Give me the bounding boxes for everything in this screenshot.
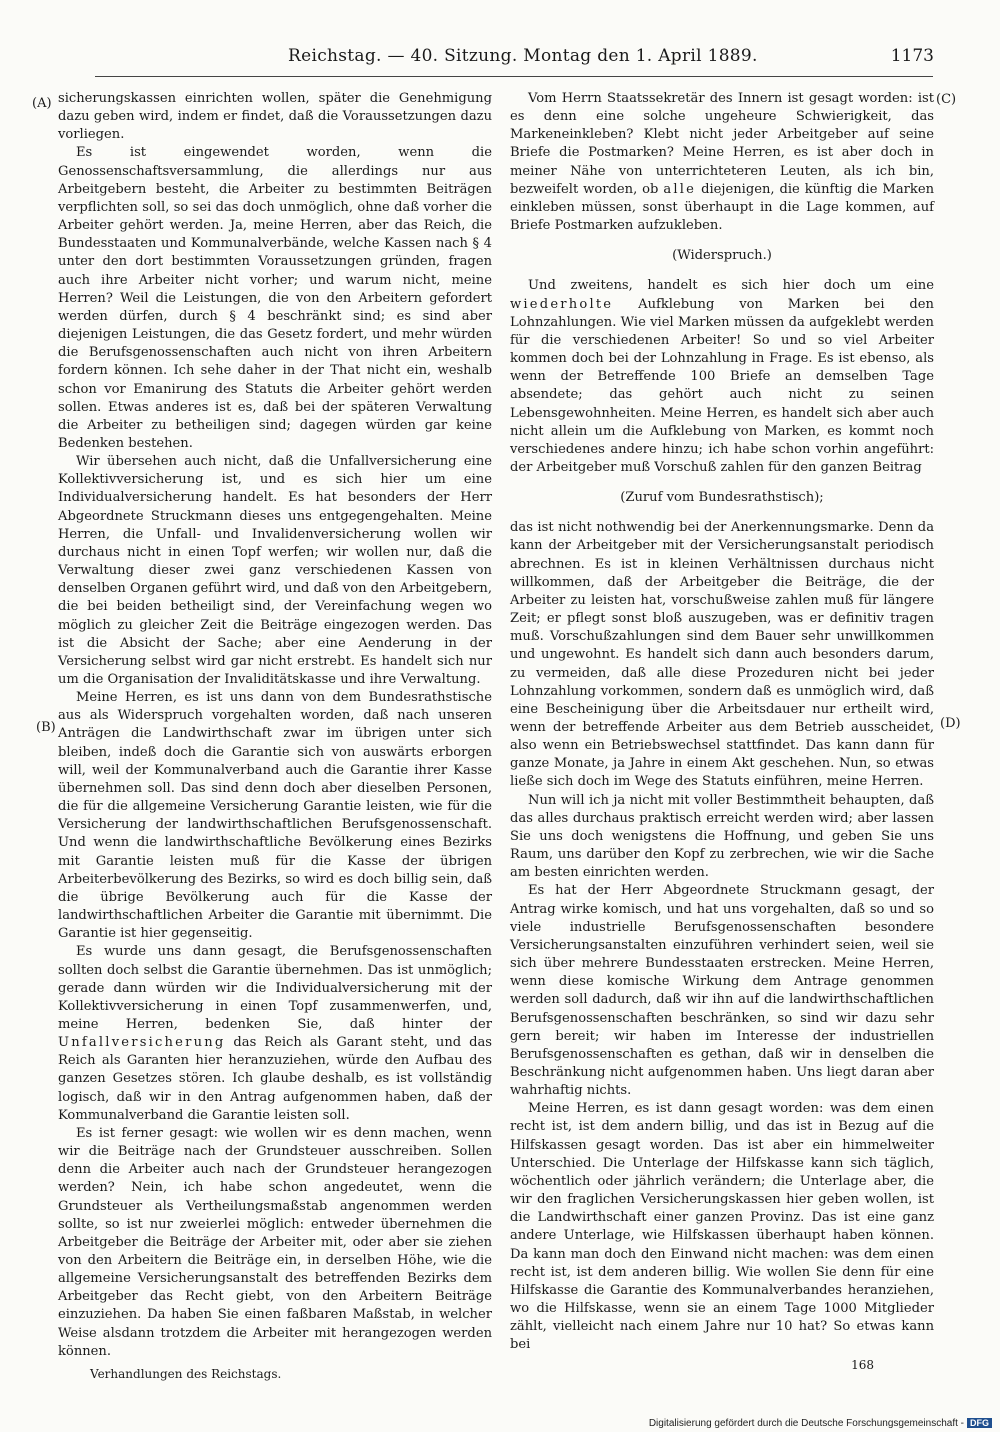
dfg-logo: DFG <box>967 1418 992 1428</box>
right-paragraph-1 <box>510 90 934 235</box>
footer-source: Verhandlungen des Reichstags. <box>90 1366 282 1381</box>
right-paragraph-2 <box>510 277 934 477</box>
left-paragraph-6: Es ist ferner gesagt: wie wollen wir es denn machen, wenn wir die Beiträge nach der Grundsteuer ausschreiben. Sollen denn die Arbeiter auch nach der Grundsteuer herangezogen werden? Nein, ich habe schon angedeutet, wenn die Grundsteuer als Vertheilungsmaßstab angenommen werden sollte, so ist nur zweierlei möglich: entweder übernehmen die Arbeitgeber die Beiträge der Arbeiter mit, oder aber sie ziehen von den Arbeitern die Beiträge ein, in derselben Höhe, wie die allgemeine Versicherungsanstalt des betreffenden Bezirks dem Arbeitgeber das Recht giebt, von den Arbeitern Beiträge einzuziehen. Da haben Sie einen faßbaren Maßstab, in welcher Weise alsdann trotzdem die Arbeiter mit herangezogen werden können. <box>58 1125 492 1359</box>
header-title: Reichstag. — 40. Sitzung. Montag den 1. April 1889. <box>288 46 758 66</box>
left-paragraph-5 <box>58 943 492 1125</box>
left-paragraph-1: sicherungskassen einrichten wollen, später die Genehmigung dazu geben wird, indem er findet, daß die Voraussetzungen dazu vorliegen. <box>58 91 492 143</box>
left-paragraph-2: Es ist eingewendet worden, wenn die Genossenschaftsversammlung, die allerdings nur aus Arbeitgebern besteht, die Arbeiter zu bestimmten Beiträgen verpflichten soll, so sei das doch unmöglich, ohne daß vorher die Arbeiter gehört werden. Ja, meine Herren, aber das Reich, die Bundesstaaten und Kommunalverbände, welche Kassen nach § 4 unter den dort bestimmten Voraussetzungen gründen, fragen auch ihre Arbeiter nicht vorher; und warum nicht, meine Herren? Weil die Leistungen, die von den Arbeitern gefordert werden dürfen, durch § 4 beschränkt sind; es sind aber diejenigen Leistungen, die das Gesetz fordert, und mehr würden die Berufsgenossenschaften auch nicht von ihren Arbeitern fordern können. Ich sehe daher in der That nicht ein, weshalb schon vor Emanirung des Statuts die Arbeiter gehört werden sollen. Etwas anderes ist es, daß bei der späteren Verwaltung die Arbeiter zu betheiligen sind; dagegen würden gar keine Bedenken bestehen. <box>58 145 492 451</box>
right-paragraph-1-rest: diejenigen, die künftig die Marken einkleben müssen, sonst überhaupt in die Lage kommen, auf Briefe Postmarken aufzukleben. <box>510 181 935 234</box>
header-rule <box>95 76 933 77</box>
margin-marker-c: (C) <box>936 92 957 107</box>
interjection-zuruf: (Zuruf vom Bundesrathstisch); <box>620 490 824 506</box>
left-paragraph-5-rest: das Reich als Garant steht, und das Reich als Garanten hier heranzuziehen, würde den Aufbau des ganzen Gesetzes stören. Ich glaube deshalb, es ist vollständig logisch, daß wir in den Antrag aufgenommen haben, daß der Kommunalverband die Garantie leisten soll. <box>58 1035 492 1123</box>
right-paragraph-2-text: Und zweitens, handelt es sich hier doch um eine <box>528 278 934 294</box>
margin-marker-d: (D) <box>940 716 961 731</box>
right-paragraph-1-text: Vom Herrn Staatssekretär des Innern ist gesagt worden: ist es denn eine solche ungeheure Schwierigkeit, das Markeneinkleben? Klebt nicht jeder Arbeitgeber auf seine Briefe die Postmarken? Meine Herren, es ist aber doch in meiner Nähe von unterrichteteren Leuten, als ich bin, bezweifelt worden, ob <box>510 91 934 197</box>
sheet-number: 168 <box>851 1358 874 1373</box>
left-paragraph-5-text: Es wurde uns dann gesagt, die Berufsgenossenschaften sollten doch selbst die Garantie übernehmen. Das ist unmöglich; gerade dann würden wir die Individualversicherung mit der Kollektivversicherung in einen Topf zusammenwerfen, und, meine Herren, bedenken Sie, daß hinter der <box>58 944 492 1032</box>
margin-marker-a: (A) <box>32 96 52 111</box>
interjection-widerspruch: (Widerspruch.) <box>672 248 772 264</box>
left-paragraph-4: Meine Herren, es ist uns dann von dem Bundesrathstische aus als Widerspruch vorgehalten worden, daß nach unseren Anträgen die Landwirthschaft zwar im übrigen unter sich bleiben, indeß doch die Garantie sich von auswärts erborgen will, weil der Kommunalverband auch die Garantie ihrer Kasse übernehmen soll. Das sind denn doch aber dieselben Personen, die für die allgemeine Versicherung Garantie leisten, wie für die Versicherung der landwirthschaftlichen Berufsgenossenschaft. Und wenn die landwirthschaftliche Bevölkerung eines Bezirks mit Garantie leisten muß für die Kasse der übrigen Arbeiterbevölkerung des Bezirks, so wird es doch billig sein, daß die übrige Bevölkerung auch für die Kasse der landwirthschaftlichen Arbeiter die Garantie mit übernimmt. Die Garantie ist hier gegenseitig. <box>58 690 492 942</box>
spaced-emphasis: wiederholte <box>510 296 614 312</box>
margin-marker-b: (B) <box>36 720 56 735</box>
right-paragraph-6: Meine Herren, es ist dann gesagt worden: was dem einen recht ist, ist dem andern billig, und das ist in Bezug auf die Hilfskassen gesagt worden. Das ist aber ein himmelweiter Unterschied. Die Unterlage der Hilfskasse kann sich täglich, wöchentlich oder jährlich verändern; die Unterlage aber, die wir den fraglichen Versicherungskassen hier geben wollen, ist die Landwirthschaft einer ganzen Provinz. Das ist eine ganz andere Unterlage, wie Hilfskassen überhaupt haben können. Da kann man doch den Einwand nicht machen: was dem einen recht ist, ist dem anderen billig. Wie wollen Sie denn für eine Hilfskasse die Garantie des Kommunalverbandes heranziehen, wo die Hilfskasse, wenn sie an einem Tage 1000 Mitglieder zählt, vielleicht nach einem Jahre nur 10 hat? So etwas kann bei <box>510 1101 934 1353</box>
credit-text: Digitalisierung gefördert durch die Deutsche Forschungsgemeinschaft - <box>648 1418 964 1429</box>
spaced-emphasis: Unfallversicherung <box>58 1035 226 1051</box>
left-column <box>58 90 492 1383</box>
right-paragraph-5: Es hat der Herr Abgeordnete Struckmann gesagt, der Antrag wirke komisch, und hat uns vorgehalten, daß so und so viele industrielle Berufsgenossenschaften besondere Versicherungsanstalten einzuführen verhindert seien, weil sie sich über mehrere Bundesstaaten erstrecken. Meine Herren, wenn diese komische Wirkung dem Antrage genommen werden soll dadurch, daß wir ihn auf die landwirthschaftlichen Berufsgenossenschaften beschränken, so sind wir dazu sehr gern bereit; wir haben im Interesse der industriellen Berufsgenossenschaften es gethan, daß wir in denselben die Beschränkung nicht aufgenommen haben. Uns liegt daran aber wahrhaftig nichts. <box>510 883 934 1099</box>
left-paragraph-3: Wir übersehen auch nicht, daß die Unfallversicherung eine Kollektivversicherung ist, und es sich hier um eine Individualversicherung handelt. Es hat besonders der Herr Abgeordnete Struckmann dieses uns entgegengehalten. Meine Herren, die Unfall- und Invalidenversicherung wollen wir durchaus nicht in einen Topf werfen; wir wollen nur, daß die Verwaltung dieser zwei ganz verschiedenen Kassen von denselben Organen geführt wird, und daß von den Arbeitgebern, die bei beiden betheiligt sind, der Vereinfachung wegen wo möglich zu gleicher Zeit die Beiträge eingezogen werden. Das ist die Absicht der Sache; aber eine Aenderung in der Versicherung selbst wird gar nicht erstrebt. Es handelt sich nur um die Organisation der Invaliditätskasse und ihre Verwaltung. <box>58 454 492 687</box>
page-number: 1173 <box>890 46 934 66</box>
right-paragraph-2-rest: Aufklebung von Marken bei den Lohnzahlungen. Wie viel Marken müssen da aufgeklebt werden für die verschiedenen Arbeiter! So und so viel Arbeiter kommen doch bei der Lohnzahlung in Frage. Es ist ebenso, als wenn der Betreffende 100 Briefe an demselben Tage absendete; das gehört auch nicht zu seinen Lebensgewohnheiten. Meine Herren, es handelt sich aber auch nicht allein um die Aufklebung von Marken, es kommt noch verschiedenes andere hinzu; ich habe schon vorhin angeführt: der Arbeitgeber muß Vorschuß zahlen für den ganzen Beitrag <box>510 296 934 475</box>
right-column <box>510 90 934 1375</box>
digitization-credit <box>649 1418 992 1429</box>
spaced-emphasis: alle <box>663 181 697 197</box>
right-paragraph-4: Nun will ich ja nicht mit voller Bestimmtheit behaupten, daß das alles durchaus praktisch erreicht werden wird; aber lassen Sie uns doch wenigstens die Hoffnung, und geben Sie uns Raum, uns darüber den Kopf zu zerbrechen, wie wir die Sache am besten einrichten werden. <box>510 792 934 881</box>
right-paragraph-3: das ist nicht nothwendig bei der Anerkennungsmarke. Denn da kann der Arbeitgeber mit der Versicherungsanstalt periodisch abrechnen. Es ist in kleinen Verhältnissen durchaus nicht willkommen, daß der Arbeitgeber die Beiträge, die der Arbeiter zu leisten hat, vorschußweise zahlen muß für längere Zeit; er pflegt sonst bloß auszugeben, was er definitiv tragen muß. Vorschußzahlungen sind dem Bauer sehr unwillkommen und ungewohnt. Es handelt sich dann auch besonders darum, zu vermeiden, daß alle diese Prozeduren nicht bei jeder Lohnzahlung vorkommen, sondern daß es unmöglich wird, daß eine Bescheinigung über die Arbeitsdauer nur ertheilt wird, wenn der betreffende Arbeiter aus dem Betrieb ausscheidet, also wenn ein Betriebswechsel stattfindet. Das kann dann für ganze Monate, ja Jahre in einem Akt geschehen. Nun, so etwas ließe sich doch im Wege des Statuts einführen, meine Herren. <box>510 520 934 790</box>
page-header <box>60 46 934 74</box>
